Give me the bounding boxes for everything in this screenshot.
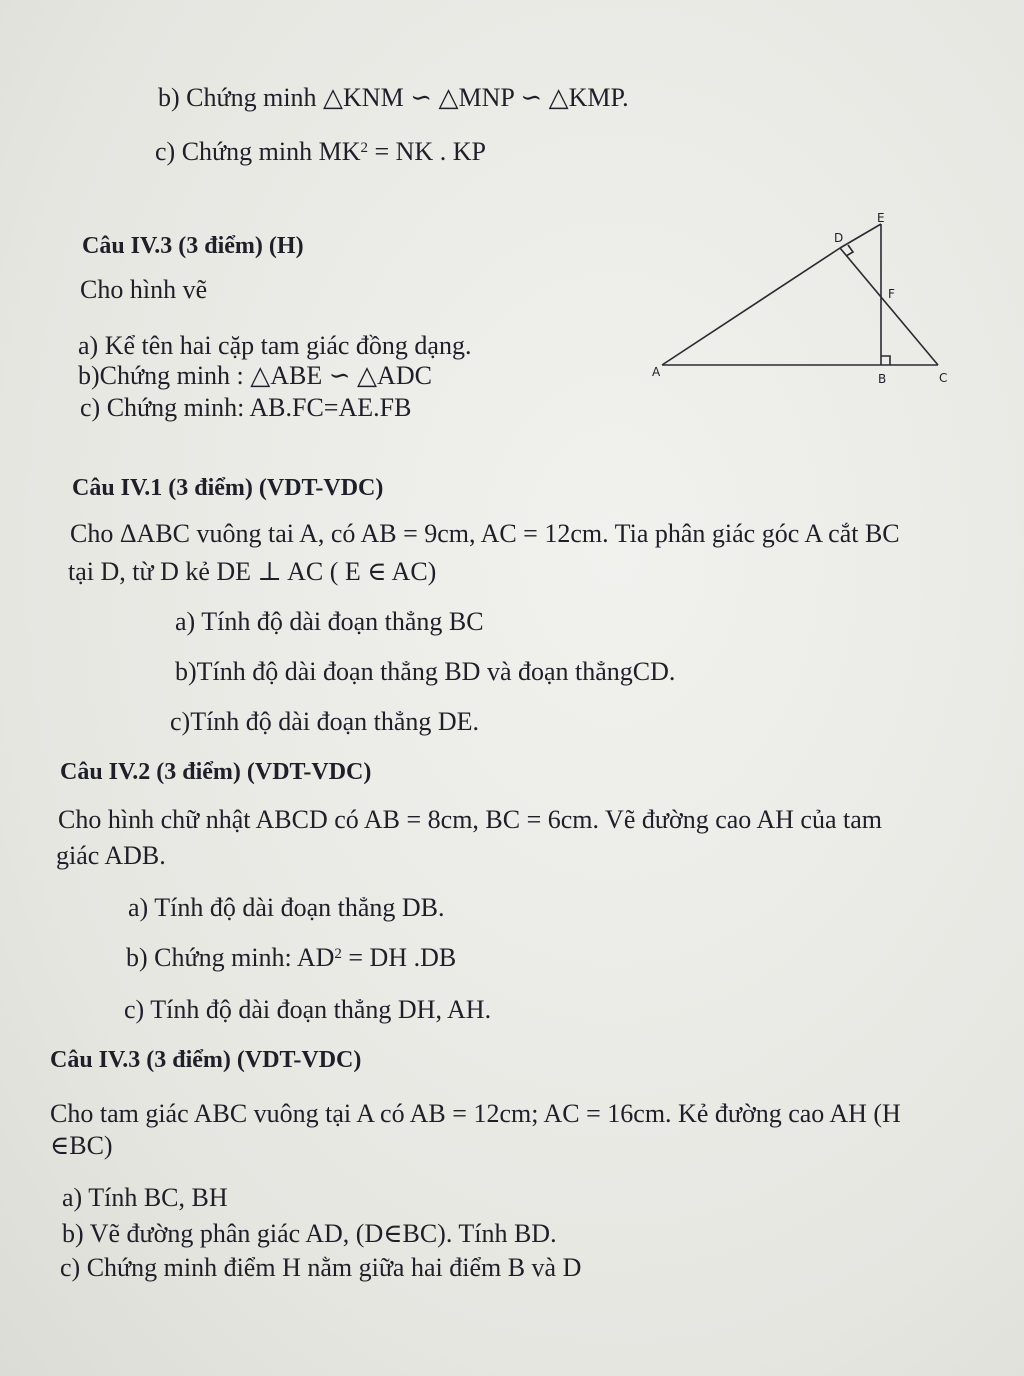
label-E: E [877, 211, 885, 225]
label-B: B [878, 372, 887, 386]
q43h-intro: Cho hình vẽ [80, 275, 208, 304]
q43h-part-a: a) Kể tên hai cặp tam giác đồng dạng. [78, 331, 472, 360]
prev-part-c-text: c) Chứng minh MK [155, 137, 361, 166]
segment-DC [840, 248, 938, 365]
label-C: C [939, 371, 948, 385]
q43h-part-b: b)Chứng minh : △ABE ∽ △ADC [78, 361, 432, 390]
q42-part-b-rest: = DH .DB [341, 943, 457, 972]
q43-part-c: c) Chứng minh điểm H nằm giữa hai điểm B và D [60, 1253, 582, 1282]
q42-part-b-text: b) Chứng minh: AD [126, 943, 335, 972]
label-A: A [652, 365, 661, 379]
q42-part-a: a) Tính độ dài đoạn thẳng DB. [128, 893, 445, 922]
prev-part-c-exponent: 2 [360, 140, 368, 156]
q41-part-c: c)Tính độ dài đoạn thẳng DE. [170, 707, 480, 736]
segment-DE [840, 224, 881, 248]
q41-heading: Câu IV.1 (3 điểm) (VDT-VDC) [72, 475, 384, 501]
q42-part-c: c) Tính độ dài đoạn thẳng DH, AH. [124, 995, 492, 1024]
geometry-figure [650, 210, 960, 390]
prev-part-c [155, 136, 486, 168]
q43-part-a: a) Tính BC, BH [62, 1183, 228, 1212]
q41-line2: tại D, từ D kẻ DE ⊥ AC ( E ∈ AC) [68, 557, 437, 586]
q41-part-a: a) Tính độ dài đoạn thẳng BC [175, 607, 484, 636]
q41-line1: Cho ΔABC vuông tai A, có AB = 9cm, AC = 12cm. Tia phân giác góc A cắt BC [70, 519, 900, 548]
q43-line2: ∈BC) [50, 1131, 113, 1160]
q42-heading: Câu IV.2 (3 điểm) (VDT-VDC) [60, 759, 372, 785]
segment-AD [662, 248, 840, 365]
q41-part-b: b)Tính độ dài đoạn thẳng BD và đoạn thẳngCD. [175, 657, 676, 686]
q42-line2: giác ADB. [56, 841, 166, 870]
right-angle-B [881, 356, 890, 365]
q43-part-b: b) Vẽ đường phân giác AD, (D∈BC). Tính BD. [62, 1219, 557, 1248]
label-F: F [888, 287, 895, 301]
prev-part-c-rest: = NK . KP [367, 137, 486, 166]
q42-line1: Cho hình chữ nhật ABCD có AB = 8cm, BC = 6cm. Vẽ đường cao AH của tam [58, 805, 882, 834]
right-angle-D [846, 245, 853, 256]
prev-part-b: b) Chứng minh △KNM ∽ △MNP ∽ △KMP. [158, 83, 629, 112]
q43h-part-c: c) Chứng minh: AB.FC=AE.FB [80, 393, 412, 422]
q42-part-b [126, 942, 456, 974]
q43h-heading: Câu IV.3 (3 điểm) (H) [82, 233, 304, 259]
q43-heading: Câu IV.3 (3 điểm) (VDT-VDC) [50, 1047, 362, 1073]
q43-line1: Cho tam giác ABC vuông tại A có AB = 12cm; AC = 16cm. Kẻ đường cao AH (H [50, 1099, 901, 1128]
q42-part-b-exponent: 2 [334, 946, 342, 962]
label-D: D [834, 231, 844, 245]
